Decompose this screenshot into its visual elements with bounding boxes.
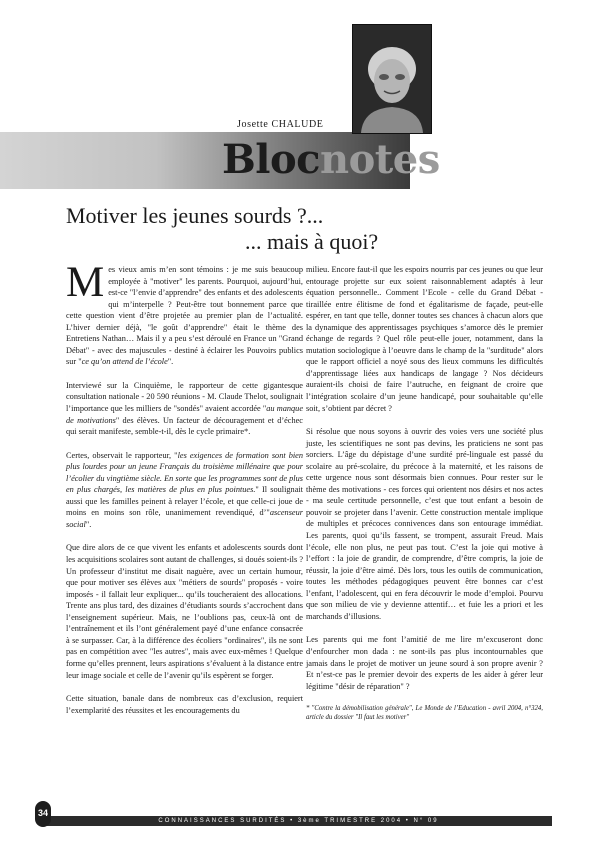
section-title-part1: Bloc bbox=[222, 136, 321, 183]
left-column bbox=[66, 259, 304, 728]
paragraph-text: es vieux amis m’en sont témoins : je me suis beaucoup employée à "motiver" les parents. Pourquoi, aujourd’hui, est-ce "l’envie d’apprendre" des enfants et des adolescents qui m’interpelle ? Peut-être tout bonnement parce que cette question vient d’être projetée au premier plan de l’actualité. L’hiver dernier déjà, "le goût d’apprendre" était le thème des Entretiens Nathan… Mais il y a peu s’est déroulé en France un "Grand Débat" - avec des majuscules - destiné à éclairer les Pouvoirs publics sur " bbox=[66, 265, 303, 367]
paragraph-italic: les exigences de formation sont bien plus lourdes pour un jeune Français du troisième millénaire que pour l’écolier du vingtième siècle. En sorte que les programmes sont de plus en plus chargés, les matières de plus en plus pointues. bbox=[66, 450, 303, 495]
paragraph: milieu. Encore faut-il que les espoirs nourris par ces jeunes ou que leur entourage projette sur eux soient raisonnablement adaptés à leur équation personnelle.. Comment l’Ecole - celle du Grand Débat - tiraillée entre élitisme de fond et égalitarisme de façade, peut-elle espérer, en tant que telle, donner toutes ses chances à chacun alors que la dynamique des apprentissages psychiques s’amorce dès le premier échange de regards ? Quel rôle peut-elle jouer, notamment, dans la mutation sociologique à l’oeuvre dans le champ de la "surditude" alors que le rapport officiel a noyé sous des lieux communs les difficultés d’apprentissage liées aux handicaps de langage ? Nos décideurs auraient-ils choisi de faire l’autruche, en feignant de croire que l’intégration scolaire d’un jeune handicapé, pour souhaitable qu’elle soit, s’obtient par décret ? bbox=[306, 265, 543, 413]
right-column bbox=[306, 264, 543, 722]
paragraph-text: ". bbox=[85, 519, 92, 529]
paragraph-text: ". bbox=[167, 357, 174, 367]
page-number: 34 bbox=[37, 808, 48, 818]
paragraph: Que dire alors de ce que vivent les enfants et adolescents sourds dont les acquisitions scolaires sont autant de challenges, si doués soient-ils ? Un professeur d’institut me disait naguère, avec un certain humour, que pour motiver ses élèves aux "métiers de sourds" proposés - voire imposés - il fallait leur expliquer... qu’ils toucheraient des allocations. Trente ans plus tard, des dizaines d’étudiants sourds s’accrochent dans l’enseignement supérieur. Mais, ne l’oublions pas, ceux-là ont de l’entraînement et ils l’ont généralement payé d’une enfance consacrée à se surpasser. Car, à la différence des écoliers "ordinaires", ils ne sont pas en compétition avec "les autres", mais avec eux-mêmes ! Quelque forme qu’elles prennent, leurs aspirations s’évaluent à la distance entre leur image sociale et celle de l’avenir qu’ils espèrent se forger. bbox=[66, 543, 303, 680]
paragraph-text: " des élèves. Un facteur de découragement et d’échec qui serait manifeste, semble-t-il, dès le cycle primaire*. bbox=[66, 415, 303, 437]
paragraph-italic: au manque de motivations bbox=[66, 404, 304, 425]
section-title-part2: notes bbox=[320, 136, 440, 183]
paragraph-text: Certes, observait le rapporteur, " bbox=[66, 450, 178, 460]
article-title-line2: ... mais à quoi? bbox=[245, 229, 379, 254]
journal-footer-text: CONNAISSANCES SURDITÉS • 3ème TRIMESTRE 2004 • N° 09 bbox=[158, 818, 439, 824]
paragraph bbox=[66, 380, 303, 438]
paragraph bbox=[66, 450, 303, 531]
author-name: Josette CHALUDE bbox=[237, 119, 324, 130]
drop-cap: M bbox=[66, 259, 105, 306]
paragraph: Les parents qui me font l’amitié de me lire m’excuseront donc d’enfourcher mon dada : ne sont-ils pas plus incontournables que jamais dans le projet de motiver un jeune sourd à son propre avenir ? Et n’est-ce pas le premier devoir des experts de les aider à gérer leur légitime "désir de réparation" ? bbox=[306, 635, 543, 691]
paragraph bbox=[66, 259, 303, 368]
paragraph-italic: ascenseur social bbox=[66, 508, 303, 529]
paragraph: Cette situation, banale dans de nombreux cas d’exclusion, requiert l’exemplarité des réussites et les encouragements du bbox=[66, 694, 303, 715]
article-title-line1: Motiver les jeunes sourds ?... bbox=[66, 203, 324, 228]
paragraph-text: Interviewé sur la Cinquième, le rapporteur de cette gigantesque consultation nationale - 20 590 réunions - M. Claude Thelot, soulignait l’importance que les milliers de "sondés" avaient accordée " bbox=[66, 380, 303, 414]
footnote: * "Contre la démobilisation générale", Le Monde de l’Education - avril 2004, n°324, article du dossier "Il faut les motiver" bbox=[306, 705, 543, 722]
author-portrait-image bbox=[352, 24, 432, 134]
section-title bbox=[222, 136, 440, 183]
paragraph: Si résolue que nous soyons à ouvrir des voies vers une société plus juste, les scientifiques ne sont pas devins, les praticiens ne sont pas sorciers. L’âge du dépistage d’une surdité pré-linguale est passé du scolaire au pré-scolaire, du précoce à la maternité, et les raisons de cette urgence nous sont désormais bien connues. Pour rester sur le thème des motivations - ces forces qui orientent nos désirs et nos actes - ma seule certitude personnelle, c’est que tout enfant a besoin de pouvoir se projeter dans l’avenir. Cette construction mentale implique de multiples et précoces connivences dans son entourage immédiat. Les parents, quoi qu’ils fassent, se trompent, assurait Freud. Mais l’école, elle non plus, ne peut pas tout. C’est la joie qui motive à l’effort : la joie de grandir, de comprendre, d’être compris, la joie de réussir, la joie d’être aimé. Dès lors, tous les outils de communication, toutes les méthodes pédagogiques peuvent être bonnes car c’est l’enfant, l’adolescent, qui en fera découvrir le mode d’emploi. Pourvu que son milieu de vie y devienne attentif… et fuie les a priori et les marchands d’illusions. bbox=[306, 427, 543, 621]
paragraph-italic: ce qu’on attend de l’école bbox=[81, 357, 168, 367]
paragraph-text: " Il soulignait aussi que les familles peinent à relayer l’école, et que celle-ci joue de moins en moins son rôle, unanimement revendiqué, d’" bbox=[66, 485, 303, 518]
